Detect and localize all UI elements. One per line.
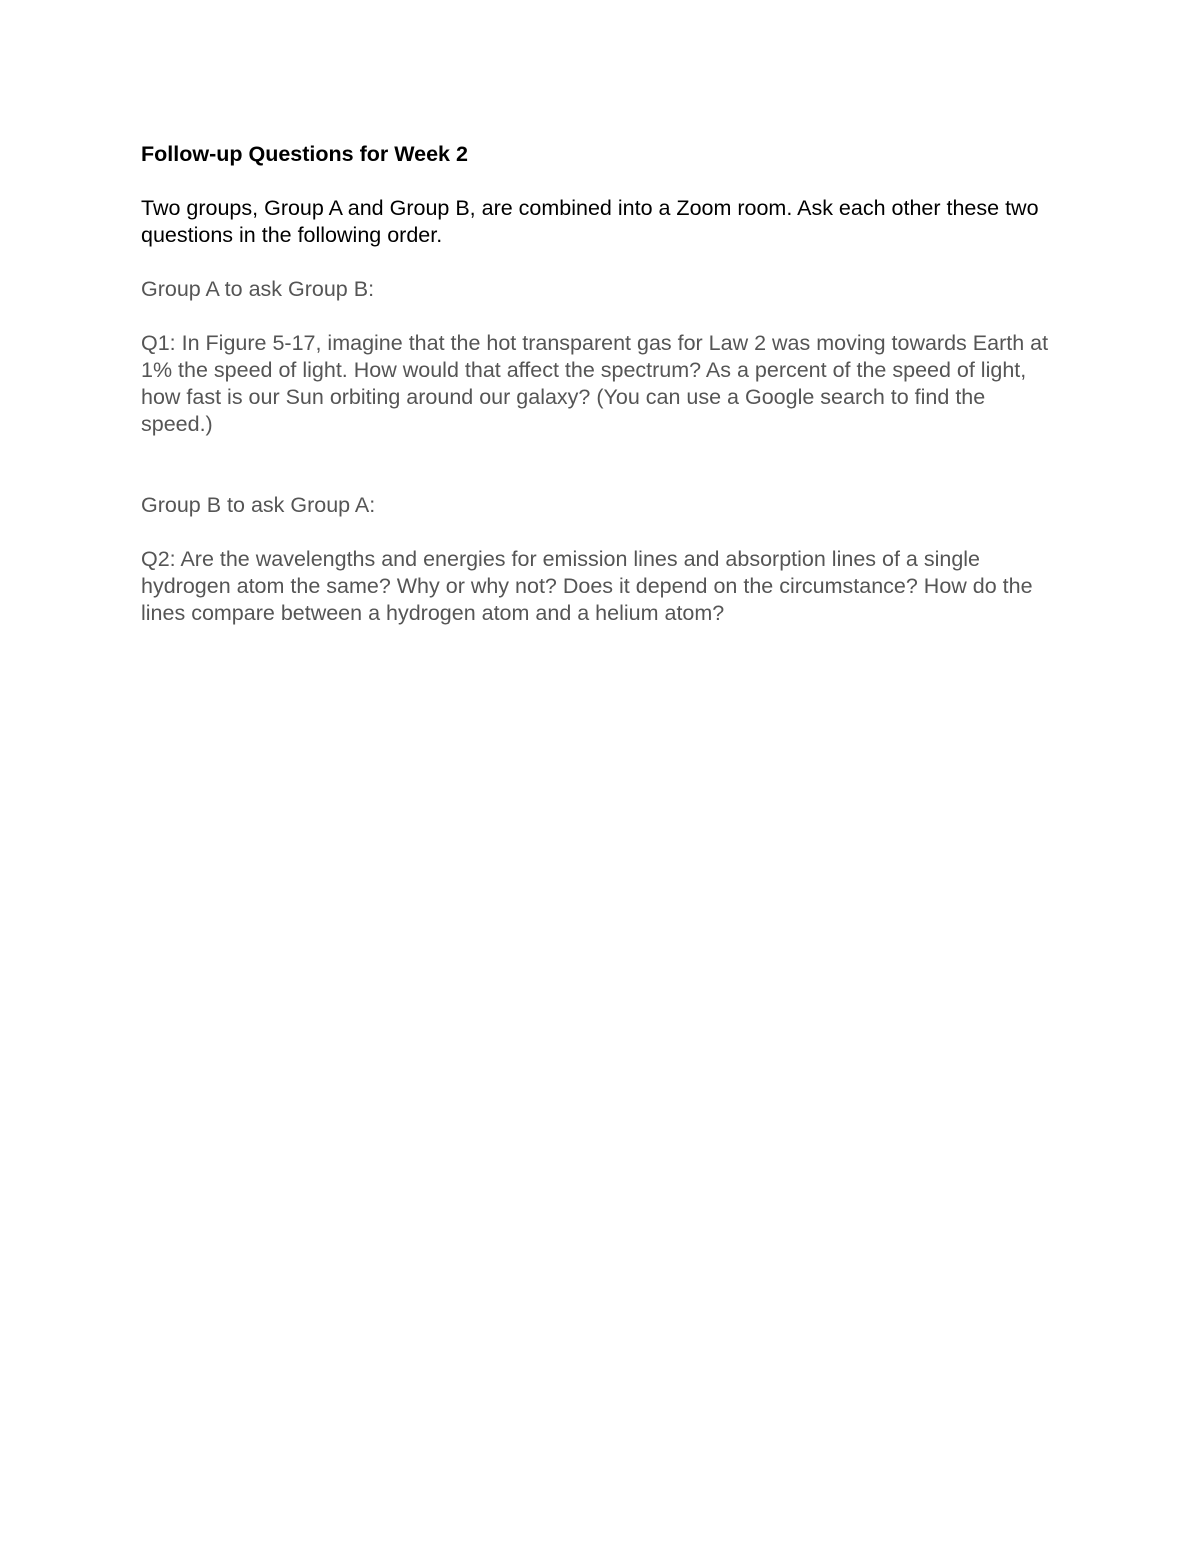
question-q2: Q2: Are the wavelengths and energies for emission lines and absorption lines of a single hydrogen atom the same? Why or why not? Does it depend on the circumstance? How do the lines compare between a hydrogen atom and a helium atom?	[141, 547, 1033, 625]
question-q1: Q1: In Figure 5-17, imagine that the hot transparent gas for Law 2 was moving towards Earth at 1% the speed of light. How would that affect the spectrum? As a percent of the speed of light, how fast is our Sun orbiting around our galaxy? (You can use a Google search to find the speed.)	[141, 331, 1049, 436]
section-heading-group-a: Group A to ask Group B:	[141, 277, 375, 301]
document-body	[141, 141, 1061, 654]
document-title: Follow-up Questions for Week 2	[141, 142, 468, 166]
intro-paragraph: Two groups, Group A and Group B, are combined into a Zoom room. Ask each other these two questions in the following order.	[141, 196, 1039, 247]
blank-line	[141, 465, 1061, 492]
section-heading-group-b: Group B to ask Group A:	[141, 493, 376, 517]
